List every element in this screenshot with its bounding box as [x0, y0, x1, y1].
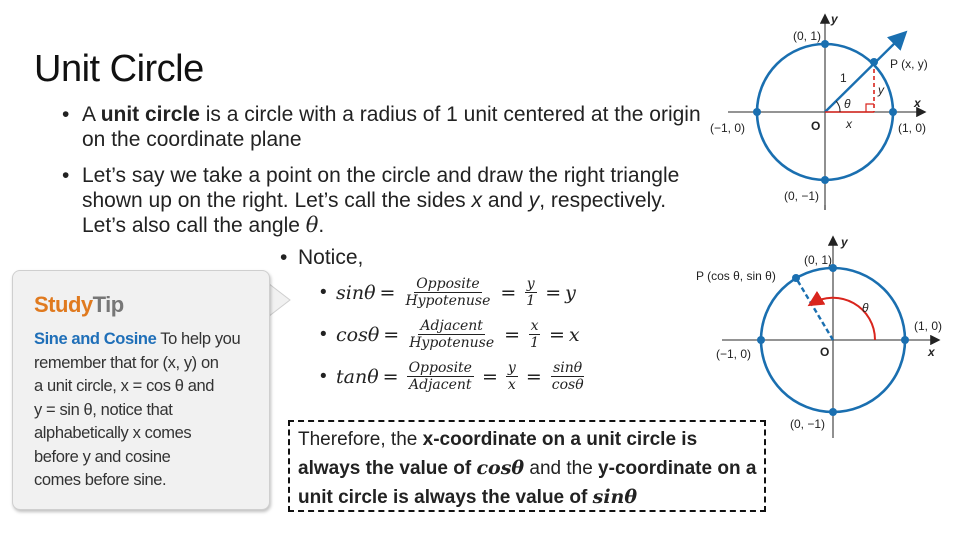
bullet-list [62, 102, 702, 249]
right-angle-mark [866, 104, 874, 112]
bullet-text: is a circle with a radius of 1 unit centered at the origin on the coordinate plane [82, 103, 701, 151]
cos-formula: • cosθ = $\frac{\text{Adjacent}}{\text{Hypotenuse}}$ = $\frac{x}{1}$ = x [336, 318, 580, 351]
formula-lhs: • sinθ [336, 281, 376, 304]
bullet-text: . [318, 214, 325, 237]
page-title: Unit Circle [34, 48, 204, 90]
var-y: y [528, 189, 540, 212]
label-y-axis: y [831, 12, 838, 26]
label-bottom: (0, −1) [784, 189, 820, 203]
label-side-x: x [846, 117, 852, 131]
label-point: P (cos θ, sin θ) [696, 269, 776, 283]
label-left: (−1, 0) [710, 121, 746, 135]
conclusion-box: Therefore, the x-coordinate on a unit circle is always the value of cosθ and the y-coordinate on a unit circle is always the value of sinθ [288, 420, 766, 512]
label-right: (1, 0) [914, 319, 943, 333]
label-radius: 1 [840, 71, 847, 85]
sin-formula: • sinθ = $\frac{\text{Opposite}}{\text{Hypotenuse}}$ = $\frac{y}{1}$ = y [336, 276, 576, 309]
formula-rhs: y [565, 281, 576, 304]
formula-lhs: • cosθ [336, 323, 380, 346]
label-origin: O [820, 345, 830, 359]
tip-heading: StudyTip [34, 292, 124, 317]
label-top: (0, 1) [793, 29, 822, 43]
fraction: $\frac{\sin\theta}{\cos\theta}$ [551, 360, 584, 393]
point-p [792, 274, 800, 282]
fraction: $\frac{\text{Adjacent}}{\text{Hypotenuse}}$ [409, 318, 495, 351]
label-y-axis: y [841, 235, 848, 249]
fraction: $\frac{\text{Opposite}}{\text{Adjacent}}$ [408, 360, 472, 393]
tan-formula: • tanθ = $\frac{\text{Opposite}}{\text{Adjacent}}$ = $\frac{y}{x}$ = $\frac{\sin\theta}{\cos\theta}$ [336, 360, 590, 393]
var-theta: θ [305, 213, 319, 237]
bullet-text: , respectively. Let’s also call the angle [82, 189, 667, 237]
fraction: $\frac{y}{1}$ [526, 276, 536, 309]
point-p [870, 58, 878, 66]
bullet-definition [62, 102, 702, 152]
study-tip-box [12, 270, 270, 510]
label-x-axis: x [928, 345, 935, 359]
label-theta: θ [862, 301, 869, 315]
label-top: (0, 1) [804, 253, 833, 267]
label-left: (−1, 0) [716, 347, 752, 361]
label-origin: O [811, 119, 821, 133]
formula-rhs: x [568, 323, 580, 346]
var-x: x [471, 189, 483, 212]
formula-lhs: • tanθ [336, 365, 379, 388]
label-right: (1, 0) [898, 121, 927, 135]
ray [796, 278, 833, 340]
fraction: $\frac{y}{x}$ [507, 360, 516, 393]
unit-circle-triangle-diagram [700, 10, 950, 220]
label-theta: θ [844, 97, 851, 111]
bullet-bold: unit circle [100, 103, 200, 126]
bullet-triangle [62, 163, 702, 238]
fraction: $\frac{\text{Opposite}}{\text{Hypotenuse}}$ [405, 276, 491, 309]
label-side-y: y [878, 83, 884, 97]
bullet-text: and [482, 189, 529, 212]
tip-body: Sine and Cosine To help you remember that for (x, y) on a unit circle, x = cos θ and y = sin θ, notice that alphabetically x comes before y and cosine comes before sine. [34, 330, 241, 489]
tip-keyword: Sine and Cosine [34, 330, 157, 348]
unit-circle-cos-sin-diagram [692, 232, 952, 444]
label-point: P (x, y) [890, 57, 928, 71]
bullet-text: A [82, 103, 101, 126]
label-bottom: (0, −1) [790, 417, 826, 431]
bullet-text: Let’s say we take a point on the circle and draw the right triangle shown up on the right. Let’s call the sides [82, 164, 680, 212]
angle-arc [836, 101, 840, 112]
notice-label: • Notice, [298, 246, 363, 270]
label-x-axis: x [914, 96, 921, 110]
fraction: $\frac{x}{1}$ [530, 318, 539, 351]
